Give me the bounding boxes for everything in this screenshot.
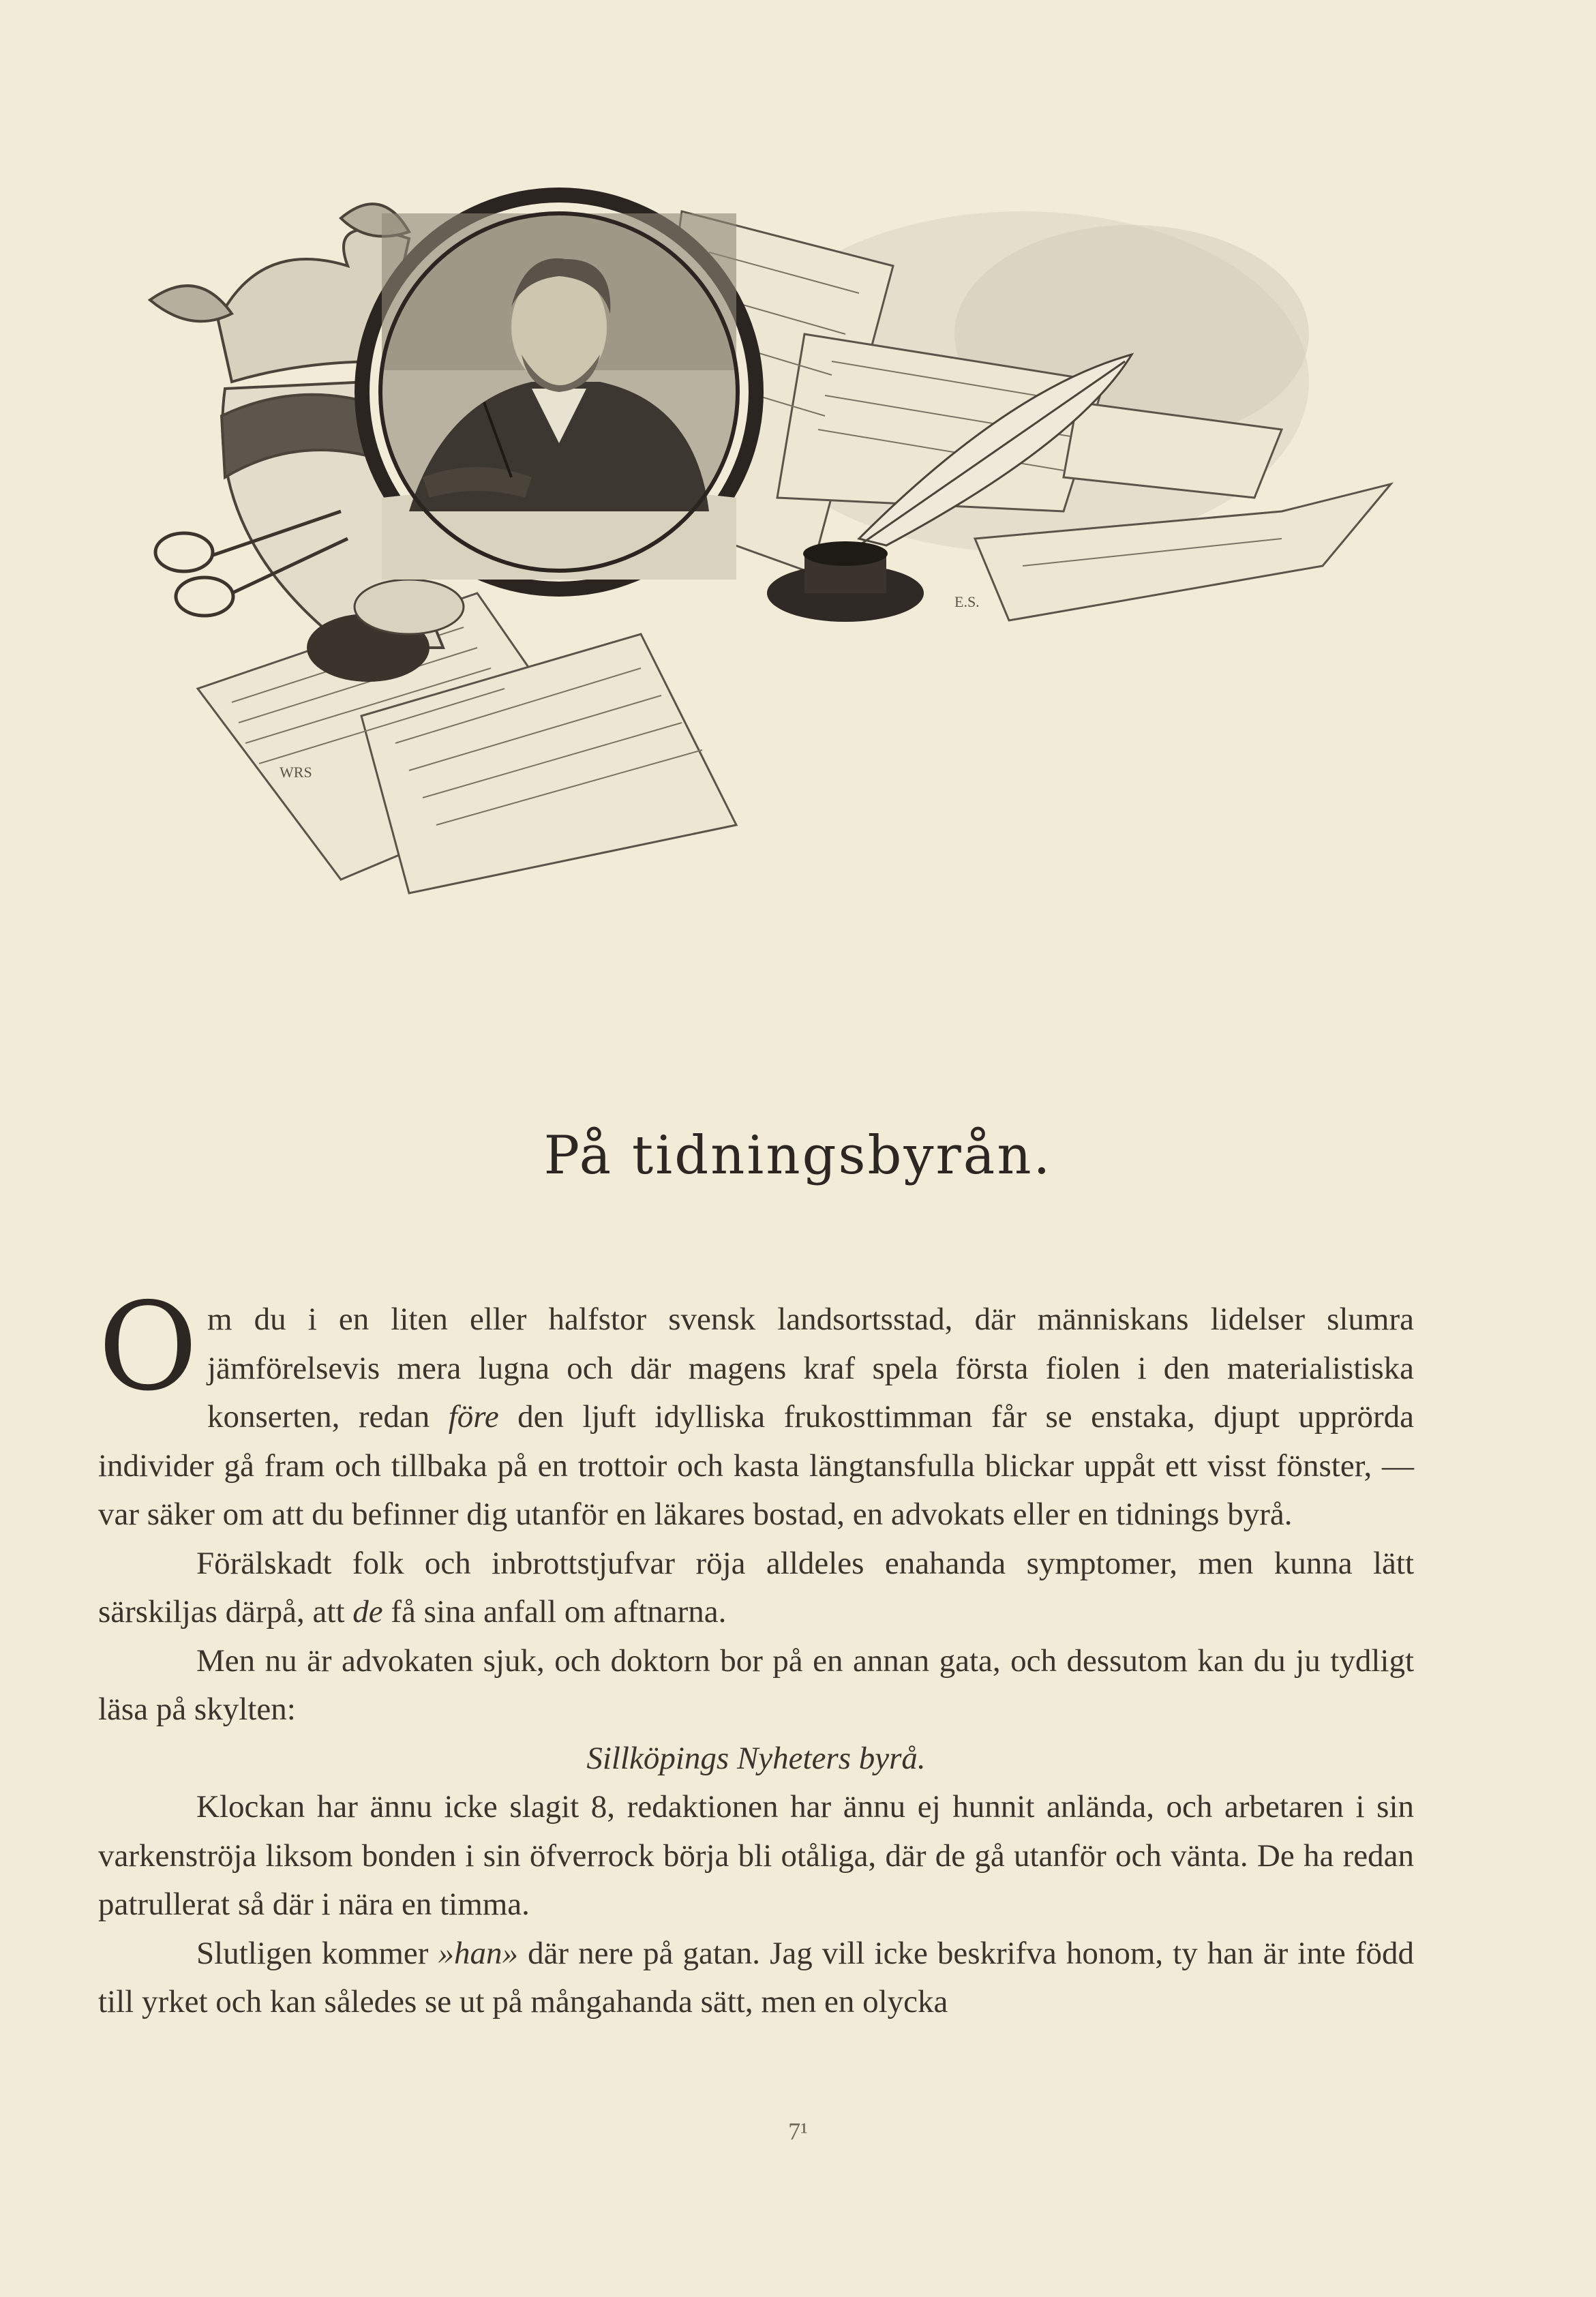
paragraph-1 [98, 1276, 1414, 1540]
paragraph-2-b: få sina anfall om aftnarna. [382, 1594, 727, 1630]
paragraph-5-b: där nere på gatan. Jag vill icke beskrifva honom, ty han är inte född till yrket och kan således se ut på mångahanda sätt, men en olycka [98, 1935, 1414, 2020]
paragraph-5 [98, 1930, 1414, 2027]
paragraph-1-b: den ljuft idylliska frukosttimman får se enstaka, djupt upprörda individer gå fram och tillbaka på en trottoir och kasta längtansfulla blickar uppåt ett visst fönster, — var säker om att du befinner dig utanför en läkares bostad, en advokats eller en tidnings byrå. [98, 1399, 1414, 1532]
body-text [98, 1276, 1414, 2027]
page-number: 7¹ [788, 2118, 808, 2145]
drop-cap: O [98, 1276, 198, 1417]
paragraph-2-a: Förälskadt folk och inbrottstjufvar röja alldeles enahanda symptomer, men kunna lätt särskiljas därpå, att [98, 1545, 1414, 1630]
paragraph-2 [98, 1540, 1414, 1637]
paragraph-1-emphasis: före [448, 1399, 499, 1435]
paragraph-5-emphasis: »han» [438, 1935, 518, 1971]
shop-sign-text: Sillköpings Nyheters byrå. [586, 1740, 926, 1776]
portrait-medallion [355, 187, 764, 597]
artist-signature-left: WRS [280, 764, 312, 781]
paragraph-5-a: Slutligen kommer [196, 1935, 438, 1971]
paragraph-2-emphasis: de [352, 1594, 383, 1630]
paragraph-1-a: m du i en liten eller halfstor svensk landsortsstad, där människans lidelser slumra jämförelsevis mera lugna och där magens kraf spela första fiolen i den materialistiska konserten, redan [207, 1302, 1414, 1435]
paragraph-4: Klockan har ännu icke slagit 8, redaktionen har ännu ej hunnit anlända, och arbetaren i sin varkenströja liksom bonden i sin öfverrock börja bli otåliga, där de gå utanför och vänta. De ha redan patrullerat så där i nära en timma. [98, 1789, 1414, 1922]
header-illustration [123, 157, 1418, 907]
chapter-title: På tidningsbyrån. [543, 1125, 1053, 1186]
artist-signature-right: E.S. [954, 593, 980, 610]
paragraph-3: Men nu är advokaten sjuk, och doktorn bor på en annan gata, och dessutom kan du ju tydligt läsa på skylten: [98, 1642, 1414, 1727]
